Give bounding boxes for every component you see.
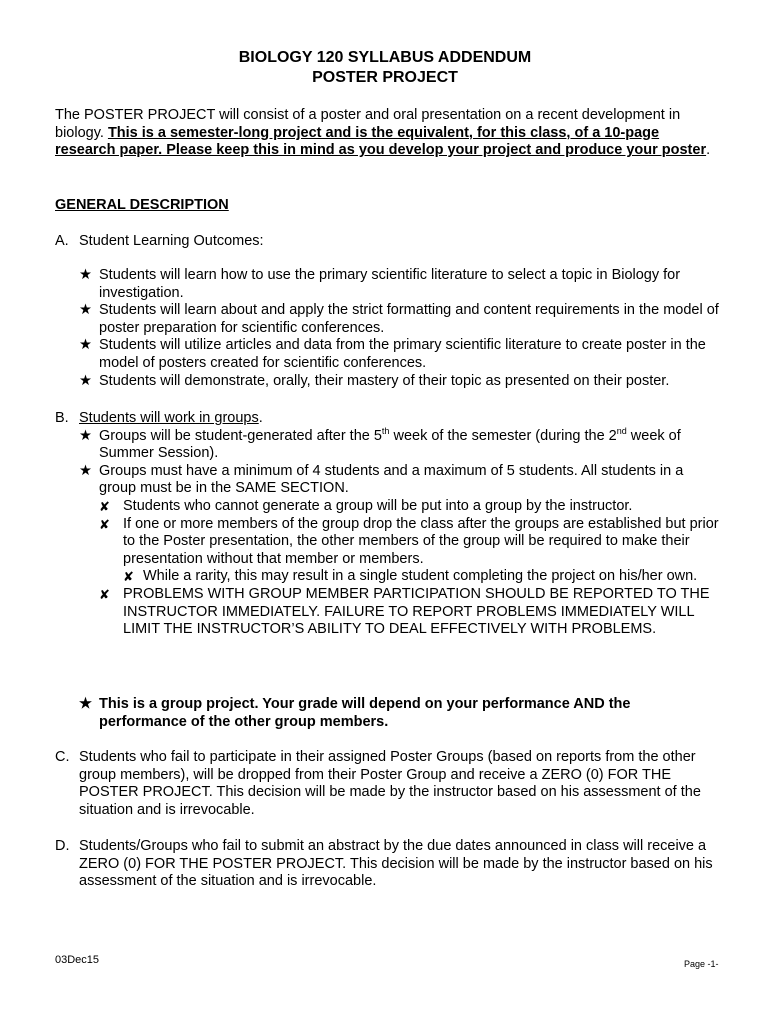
star-icon: ★ [79, 372, 92, 389]
star-icon: ★ [79, 462, 92, 479]
section-b-group-note [55, 696, 720, 731]
document-subtitle: POSTER PROJECT [312, 69, 458, 86]
intro-end: . [706, 142, 711, 159]
intro-text: The POSTER PROJECT will consist of a poster and oral presentation on a recent development in biology. [55, 107, 681, 141]
section-b [55, 410, 720, 639]
list-item: ★ Students will learn about and apply the strict formatting and content requirements in the model of poster preparation for scientific conferences. [79, 302, 719, 336]
section-d [55, 838, 720, 891]
x-mark-icon: ✘ [99, 498, 110, 514]
list-item: ★ Students will demonstrate, orally, their mastery of their topic as presented on their poster. [79, 372, 670, 389]
section-b-heading: Students will work in groups. [79, 410, 263, 426]
sub-list-item: ✘ PROBLEMS WITH GROUP MEMBER PARTICIPATION SHOULD BE REPORTED TO THE INSTRUCTOR IMMEDIATELY. FAILURE TO REPORT PROBLEMS IMMEDIATELY WILL LIMIT THE INSTRUCTOR’S ABILITY TO DEAL EFFECTIVELY WITH PROBLEMS. [99, 585, 710, 638]
star-icon: ★ [79, 302, 92, 319]
star-icon: ★ [79, 427, 92, 444]
section-c [55, 749, 720, 819]
section-c-text: Students who fail to participate in their assigned Poster Groups (based on reports from the other group members), will be dropped from their Poster Group and receive a ZERO (0) FOR THE POSTER PROJECT. This decision will be made by the instructor based on his assessment of the situation and is irrevocable. [79, 749, 701, 818]
list-item: ★ This is a group project. Your grade will depend on your performance AND the performance of the other group members. [79, 696, 631, 730]
section-a [55, 233, 720, 251]
sub-list-item: ✘ If one or more members of the group drop the class after the groups are established but prior to the Poster presentation, the other members of the group will be required to make their presentation without that member or members. [99, 515, 719, 567]
x-mark-icon: ✘ [123, 569, 134, 585]
section-a-heading: Student Learning Outcomes: [79, 233, 264, 249]
section-a-label: A. [55, 233, 69, 249]
intro-paragraph [55, 107, 720, 160]
list-item: ★ Groups will be student-generated after the 5th week of the semester (during the 2nd week of Summer Session). [79, 425, 681, 462]
footer-date: 03Dec15 [55, 954, 100, 966]
list-item: ★ Students will learn how to use the primary scientific literature to select a topic in Biology for investigation. [79, 267, 681, 301]
star-icon: ★ [79, 267, 92, 283]
document-title: BIOLOGY 120 SYLLABUS ADDENDUM [238, 49, 532, 66]
section-d-label: D. [55, 838, 70, 854]
list-item: ★ Groups must have a minimum of 4 students and a maximum of 5 students. All students in a group must be in the SAME SECTION. [79, 462, 684, 497]
sub-list-item: ✘ Students who cannot generate a group will be put into a group by the instructor. [99, 497, 633, 514]
footer-page-number: Page -1- [684, 959, 719, 969]
section-a-list [55, 267, 720, 390]
section-d-text: Students/Groups who fail to submit an abstract by the due dates announced in class will receive a ZERO (0) FOR THE POSTER PROJECT. This decision will be made by the instructor based on his assessment of the situation and is irrevocable. [79, 838, 713, 890]
star-icon: ★ [79, 337, 92, 354]
intro-emphasis: This is a semester-long project and is the equivalent, for this class, of a 10-page research paper. Please keep this in mind as you develop your project and produce your poster [55, 124, 707, 159]
section-b-label: B. [55, 410, 69, 426]
x-mark-icon: ✘ [99, 586, 110, 602]
sub-sub-list-item: ✘ While a rarity, this may result in a single student completing the project on his/her own. [123, 568, 698, 585]
general-description-heading: GENERAL DESCRIPTION [55, 197, 229, 213]
star-icon: ★ [79, 696, 92, 712]
x-mark-icon: ✘ [99, 516, 110, 532]
section-c-label: C. [55, 749, 70, 765]
section-b-heading-text: Students will work in groups [79, 410, 259, 426]
list-item: ★ Students will utilize articles and data from the primary scientific literature to create poster in the model of posters created for scientific conferences. [79, 337, 706, 371]
